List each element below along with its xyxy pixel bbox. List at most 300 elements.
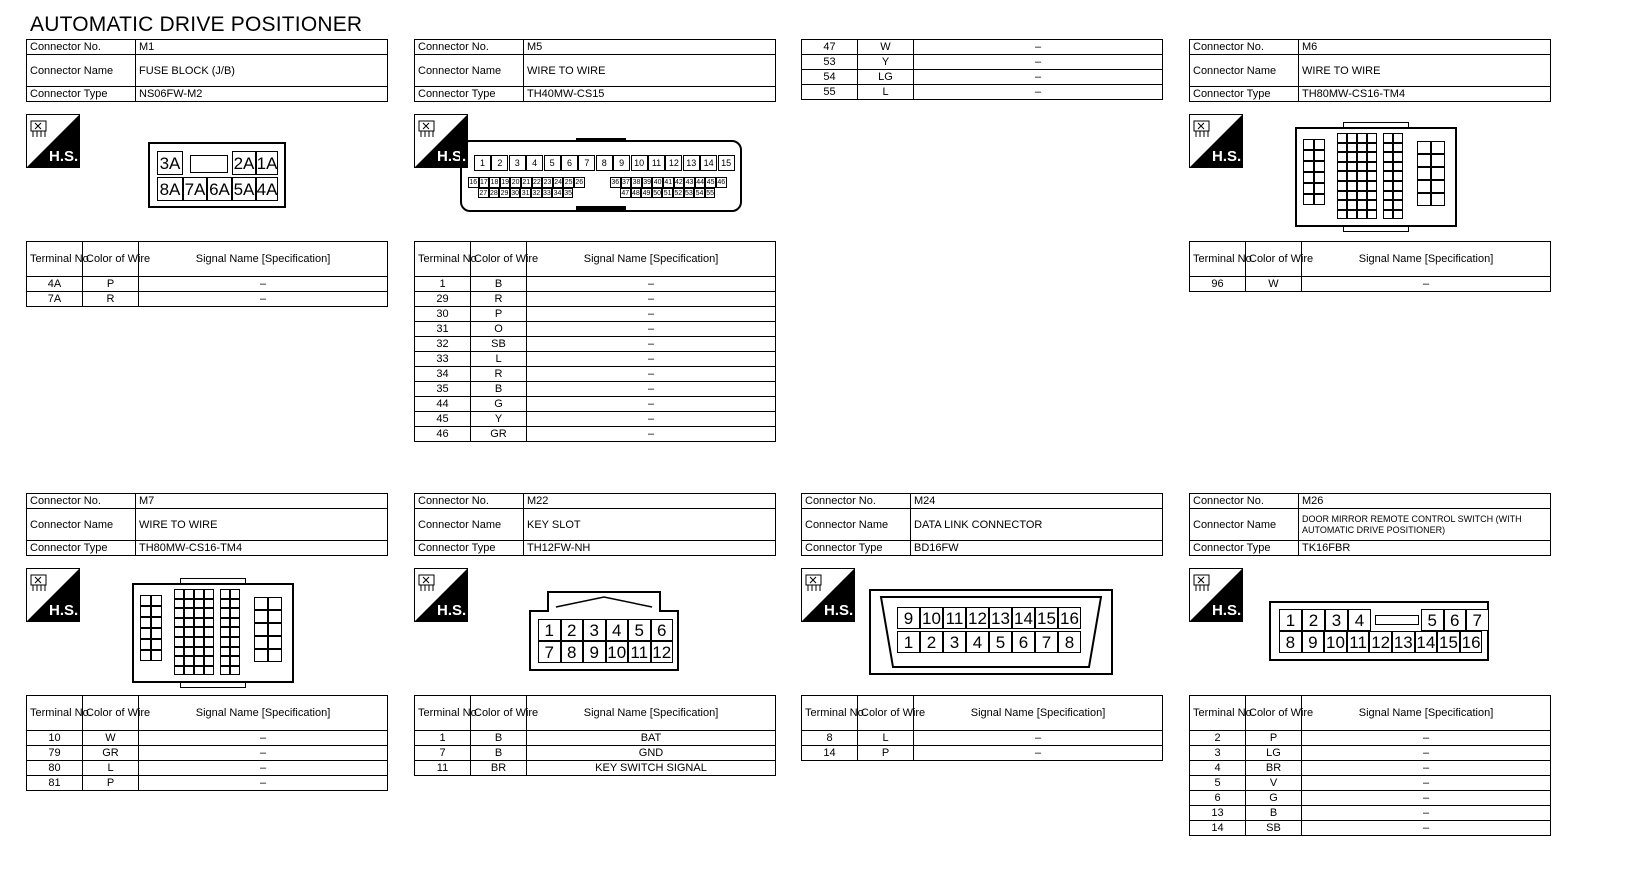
pin-cell: 5 xyxy=(544,155,561,171)
connector-type-value: TH12FW-NH xyxy=(524,541,776,556)
terminal-no-cell: 80 xyxy=(27,761,83,776)
color-of-wire-header: Color of Wire xyxy=(83,242,139,277)
connector-m22-face xyxy=(528,591,680,671)
wire-color-cell: R xyxy=(471,367,527,382)
wire-color-cell: L xyxy=(858,731,914,746)
wire-color-cell: BR xyxy=(471,761,527,776)
pin-cell xyxy=(1303,194,1314,205)
signal-name-cell: – xyxy=(139,746,388,761)
pin-cell: 16 xyxy=(1461,632,1481,652)
pin-cell xyxy=(204,637,214,647)
connector-type-value: BD16FW xyxy=(911,541,1163,556)
pin-cell: 39 xyxy=(643,179,651,186)
pin-cell: 26 xyxy=(575,179,584,186)
wire-color-cell: O xyxy=(471,322,527,337)
pin-cell xyxy=(230,608,240,618)
signal-name-cell: – xyxy=(1302,277,1551,292)
pin-cell xyxy=(140,639,151,650)
connector-m1-header xyxy=(26,39,388,102)
pin-cell xyxy=(151,617,162,628)
pin-cell: 9 xyxy=(897,607,920,629)
pin-cell: 7 xyxy=(578,155,595,171)
connector-name-label: Connector Name xyxy=(802,509,911,541)
pin-cell xyxy=(1357,200,1367,210)
pin-cell xyxy=(1367,181,1377,191)
connector-name-value: WIRE TO WIRE xyxy=(1299,55,1551,87)
wire-color-cell: GR xyxy=(83,746,139,761)
pin-cell xyxy=(220,599,230,609)
pin-cell: 7 xyxy=(538,641,561,663)
pin-cell: 28 xyxy=(489,189,498,197)
pin-cell xyxy=(174,608,184,618)
color-of-wire-header: Color of Wire xyxy=(471,242,527,277)
pin-cell: 11 xyxy=(943,607,966,629)
pin-cell xyxy=(1347,200,1357,210)
wire-color-cell: W xyxy=(83,731,139,746)
latch-bar xyxy=(576,206,626,210)
pin-cell xyxy=(1357,181,1367,191)
pin-cell xyxy=(230,589,240,599)
connector-name-label: Connector Name xyxy=(27,55,136,87)
pin-cell xyxy=(1383,210,1393,220)
table-row xyxy=(802,731,1163,746)
terminal-table-m22 xyxy=(414,695,776,776)
pin-cell xyxy=(1367,200,1377,210)
pin-cell: 10 xyxy=(607,642,627,662)
terminal-no-cell: 55 xyxy=(802,85,858,100)
signal-name-cell: – xyxy=(527,277,776,292)
terminal-no-cell: 54 xyxy=(802,70,858,85)
wire-color-cell: R xyxy=(83,292,139,307)
pin-cell xyxy=(174,666,184,676)
pin-cell: 7A xyxy=(183,177,207,201)
pin-cell xyxy=(1314,150,1325,161)
terminal-no-cell: 13 xyxy=(1190,806,1246,821)
pin-cell: 5 xyxy=(628,619,651,641)
hs-icon xyxy=(414,568,468,622)
connector-no-value: M22 xyxy=(524,494,776,509)
terminal-no-cell: 14 xyxy=(802,746,858,761)
pin-cell xyxy=(1357,210,1367,220)
pin-cell: 8 xyxy=(561,641,584,663)
connector-type-value: TH40MW-CS15 xyxy=(524,87,776,102)
pin-cell xyxy=(1393,200,1403,210)
table-row xyxy=(1190,776,1551,791)
pin-cell: 35 xyxy=(564,189,572,197)
pin-cell xyxy=(1431,141,1445,154)
pin-cell: 48 xyxy=(631,189,640,197)
pin-cell xyxy=(140,595,151,606)
pin-cell: 7 xyxy=(1466,609,1489,631)
connector-type-label: Connector Type xyxy=(27,87,136,102)
signal-name-cell: – xyxy=(527,382,776,397)
table-row xyxy=(1190,821,1551,836)
pin-cell: 3 xyxy=(943,631,966,653)
pin-cell xyxy=(1393,210,1403,220)
pin-cell: 2 xyxy=(920,631,943,653)
color-of-wire-header: Color of Wire xyxy=(83,696,139,731)
wire-color-cell: B xyxy=(471,746,527,761)
pin-cell xyxy=(194,656,204,666)
table-row xyxy=(802,85,1163,100)
terminal-no-cell: 47 xyxy=(802,40,858,55)
pin-cell xyxy=(1314,172,1325,183)
terminal-table-m5-continued xyxy=(801,39,1163,100)
pin-cell: 11 xyxy=(1347,631,1370,653)
pin-cell xyxy=(1417,167,1431,180)
signal-name-cell: – xyxy=(914,40,1163,55)
pin-cell xyxy=(1337,200,1347,210)
pin-cell: 33 xyxy=(542,189,551,197)
pin-cell xyxy=(151,639,162,650)
signal-name-cell: – xyxy=(527,367,776,382)
connector-m24-header xyxy=(801,493,1163,556)
pin-cell xyxy=(1314,194,1325,205)
connector-type-value: TH80MW-CS16-TM4 xyxy=(136,541,388,556)
pin-cell xyxy=(140,628,151,639)
signal-name-cell: – xyxy=(527,307,776,322)
pin-cell xyxy=(230,618,240,628)
terminal-no-cell: 7 xyxy=(415,746,471,761)
pin-cell: 4 xyxy=(1348,609,1371,631)
connector-name-label: Connector Name xyxy=(1190,55,1299,87)
pin-cell xyxy=(220,637,230,647)
pin-cell: 9 xyxy=(583,641,606,663)
table-row xyxy=(1190,731,1551,746)
pin-cell xyxy=(151,606,162,617)
connector-type-label: Connector Type xyxy=(27,541,136,556)
pin-cell xyxy=(230,627,240,637)
signal-name-cell: – xyxy=(527,352,776,367)
table-row xyxy=(415,292,776,307)
pin-cell: 38 xyxy=(632,179,641,186)
table-row xyxy=(415,731,776,746)
pin-cell xyxy=(268,649,282,662)
pin-cell xyxy=(194,627,204,637)
terminal-table-m6 xyxy=(1189,241,1551,292)
connector-type-label: Connector Type xyxy=(1190,87,1299,102)
pin-cell: 13 xyxy=(683,155,700,171)
pin-cell xyxy=(1383,171,1393,181)
wire-color-cell: L xyxy=(858,85,914,100)
pin-cell: 19 xyxy=(501,179,509,186)
signal-name-cell: – xyxy=(139,731,388,746)
pin-cell xyxy=(1431,193,1445,206)
pin-cell xyxy=(1337,143,1347,153)
latch-tab xyxy=(180,578,246,583)
connector-no-value: M1 xyxy=(136,40,388,55)
terminal-no-cell: 35 xyxy=(415,382,471,397)
pin-cell xyxy=(204,589,214,599)
pin-cell xyxy=(1337,152,1347,162)
hs-icon xyxy=(1189,568,1243,622)
terminal-no-cell: 96 xyxy=(1190,277,1246,292)
pin-cell: 1 xyxy=(538,619,561,641)
pin-cell xyxy=(1337,162,1347,172)
pin-cell: 54 xyxy=(695,189,704,197)
wire-color-cell: G xyxy=(1246,791,1302,806)
pin-cell xyxy=(1383,191,1393,201)
terminal-no-cell: 6 xyxy=(1190,791,1246,806)
pin-cell: 52 xyxy=(674,189,683,197)
signal-name-cell: BAT xyxy=(527,731,776,746)
signal-name-cell: – xyxy=(914,731,1163,746)
pin-cell xyxy=(1314,161,1325,172)
connector-m1 xyxy=(26,39,388,305)
pin-cell: 1A xyxy=(256,151,278,175)
pin-cell xyxy=(194,608,204,618)
pin-cell xyxy=(1383,162,1393,172)
pin-cell xyxy=(220,627,230,637)
pin-cell: 8 xyxy=(1279,631,1302,653)
pin-cell xyxy=(184,599,194,609)
connector-m26-face xyxy=(1269,601,1489,661)
pin-cell xyxy=(254,610,268,623)
connector-m5-continued xyxy=(801,39,1163,100)
connector-no-value: M24 xyxy=(911,494,1163,509)
table-row xyxy=(415,337,776,352)
pin-cell xyxy=(1357,143,1367,153)
wire-color-cell: SB xyxy=(1246,821,1302,836)
pin-cell xyxy=(1303,183,1314,194)
signal-name-cell: – xyxy=(1302,776,1551,791)
pin-cell xyxy=(1417,141,1431,154)
terminal-no-cell: 1 xyxy=(415,731,471,746)
connector-no-label: Connector No. xyxy=(27,494,136,509)
pin-cell xyxy=(1314,183,1325,194)
pin-cell: 14 xyxy=(700,155,717,171)
pin-cell: 6 xyxy=(1444,609,1467,631)
signal-name-cell: – xyxy=(914,55,1163,70)
terminal-no-cell: 14 xyxy=(1190,821,1246,836)
terminal-no-cell: 2 xyxy=(1190,731,1246,746)
pin-cell: 47 xyxy=(621,189,630,197)
connector-name-value: KEY SLOT xyxy=(524,509,776,541)
signal-name-header: Signal Name [Specification] xyxy=(527,242,776,277)
pin-cell xyxy=(1337,181,1347,191)
signal-name-cell: – xyxy=(139,277,388,292)
signal-name-cell: – xyxy=(914,746,1163,761)
pin-cell xyxy=(230,599,240,609)
hs-label: H.S. xyxy=(1212,148,1242,165)
pin-cell: 12 xyxy=(1371,632,1391,652)
terminal-no-cell: 46 xyxy=(415,427,471,442)
pin-cell xyxy=(184,608,194,618)
hs-label: H.S. xyxy=(1212,602,1242,619)
pin-cell xyxy=(1393,143,1403,153)
terminal-no-cell: 5 xyxy=(1190,776,1246,791)
table-row xyxy=(415,382,776,397)
connector-m22-header xyxy=(414,493,776,556)
pin-cell xyxy=(1417,180,1431,193)
table-row xyxy=(415,307,776,322)
pin-cell xyxy=(204,608,214,618)
terminal-no-cell: 4A xyxy=(27,277,83,292)
pin-cell xyxy=(184,656,194,666)
pin-cell xyxy=(254,623,268,636)
pin-cell: 49 xyxy=(642,189,651,197)
connector-m24 xyxy=(801,493,1163,759)
pin-cell xyxy=(1357,191,1367,201)
signal-name-cell: – xyxy=(1302,791,1551,806)
pin-cell xyxy=(254,649,268,662)
pin-cell xyxy=(230,666,240,676)
terminal-no-header: Terminal No. xyxy=(1190,696,1246,731)
pin-cell xyxy=(204,627,214,637)
pin-cell: 13 xyxy=(989,607,1012,629)
terminal-no-header: Terminal No. xyxy=(415,242,471,277)
table-row xyxy=(415,277,776,292)
pin-cell xyxy=(174,618,184,628)
connector-m7-face xyxy=(132,583,294,683)
latch-tab xyxy=(180,683,246,688)
pin-cell: 3 xyxy=(1325,609,1348,631)
signal-name-cell: – xyxy=(914,85,1163,100)
pin-cell: 43 xyxy=(685,179,694,186)
pin-cell: 53 xyxy=(684,189,693,197)
pin-cell xyxy=(184,589,194,599)
pin-cell xyxy=(1347,152,1357,162)
hs-label: H.S. xyxy=(49,602,79,619)
signal-name-cell: GND xyxy=(527,746,776,761)
table-row xyxy=(802,746,1163,761)
wire-color-cell: W xyxy=(1246,277,1302,292)
terminal-no-header: Terminal No. xyxy=(1190,242,1246,277)
pin-cell: 2A xyxy=(232,151,256,175)
pin-cell: 21 xyxy=(522,179,531,186)
connector-type-label: Connector Type xyxy=(415,87,524,102)
pin-cell xyxy=(1347,162,1357,172)
wire-color-cell: P xyxy=(83,776,139,791)
signal-name-header: Signal Name [Specification] xyxy=(139,696,388,731)
signal-name-cell: – xyxy=(527,292,776,307)
pin-cell: 10 xyxy=(920,607,943,629)
terminal-no-cell: 30 xyxy=(415,307,471,322)
connector-type-value: TK16FBR xyxy=(1299,541,1551,556)
pin-cell xyxy=(1431,180,1445,193)
pin-cell xyxy=(204,666,214,676)
connector-name-label: Connector Name xyxy=(415,509,524,541)
pin-cell: 3 xyxy=(509,155,526,171)
pin-cell xyxy=(204,647,214,657)
connector-type-value: TH80MW-CS16-TM4 xyxy=(1299,87,1551,102)
pin-cell xyxy=(174,656,184,666)
terminal-no-cell: 34 xyxy=(415,367,471,382)
pin-cell: 14 xyxy=(1012,607,1035,629)
wire-color-cell: B xyxy=(471,382,527,397)
pin-cell: 8 xyxy=(596,155,613,171)
pin-cell: 45 xyxy=(706,179,715,186)
pin-cell xyxy=(1314,139,1325,150)
pin-cell: 12 xyxy=(966,607,989,629)
pin-cell xyxy=(140,606,151,617)
pin-cell xyxy=(1303,150,1314,161)
connector-name-label: Connector Name xyxy=(1190,509,1299,541)
terminal-no-header: Terminal No. xyxy=(27,696,83,731)
pin-cell xyxy=(151,595,162,606)
pin-cell: 1 xyxy=(474,155,491,171)
pin-cell xyxy=(1347,181,1357,191)
table-row xyxy=(415,397,776,412)
latch-tab xyxy=(1343,227,1409,232)
table-row xyxy=(415,427,776,442)
connector-m6 xyxy=(1189,39,1551,290)
connector-name-value: DATA LINK CONNECTOR xyxy=(911,509,1163,541)
pin-cell: 11 xyxy=(628,641,651,663)
wire-color-cell: P xyxy=(858,746,914,761)
pin-cell: 1 xyxy=(1279,609,1302,631)
pin-cell: 41 xyxy=(664,179,673,186)
pin-cell: 34 xyxy=(553,189,562,197)
table-row xyxy=(415,412,776,427)
pin-cell xyxy=(151,628,162,639)
pin-cell: 50 xyxy=(653,189,661,197)
connector-m1-face xyxy=(148,142,286,208)
latch-slot xyxy=(190,155,228,173)
pin-cell: 15 xyxy=(718,155,735,171)
pin-cell xyxy=(1431,154,1445,167)
pin-cell xyxy=(1367,133,1377,143)
pin-cell xyxy=(1367,171,1377,181)
signal-name-cell: – xyxy=(527,337,776,352)
connector-no-value: M6 xyxy=(1299,40,1551,55)
pin-cell xyxy=(1383,143,1393,153)
pin-cell xyxy=(1357,152,1367,162)
connector-m26 xyxy=(1189,493,1551,834)
pin-cell xyxy=(268,623,282,636)
pin-cell xyxy=(151,650,162,661)
pin-cell xyxy=(194,618,204,628)
pin-cell xyxy=(230,656,240,666)
pin-cell xyxy=(220,666,230,676)
signal-name-header: Signal Name [Specification] xyxy=(1302,242,1551,277)
connector-no-value: M5 xyxy=(524,40,776,55)
pin-cell xyxy=(1417,154,1431,167)
pin-cell: 1 xyxy=(897,631,920,653)
pin-cell xyxy=(1357,133,1367,143)
pin-cell xyxy=(1393,191,1403,201)
pin-cell: 40 xyxy=(653,179,662,186)
terminal-no-cell: 53 xyxy=(802,55,858,70)
wire-color-cell: P xyxy=(471,307,527,322)
connector-name-value: WIRE TO WIRE xyxy=(524,55,776,87)
wire-color-cell: GR xyxy=(471,427,527,442)
pin-cell xyxy=(1337,210,1347,220)
pin-cell xyxy=(1347,171,1357,181)
connector-m7 xyxy=(26,493,388,789)
pin-cell: 9 xyxy=(1302,631,1325,653)
signal-name-cell: – xyxy=(1302,731,1551,746)
pin-cell xyxy=(254,636,268,649)
pin-cell: 16 xyxy=(469,179,478,186)
latch-tab xyxy=(1343,122,1409,127)
pin-cell xyxy=(204,618,214,628)
connector-no-label: Connector No. xyxy=(415,40,524,55)
pin-cell: 30 xyxy=(511,189,519,197)
signal-name-cell: – xyxy=(1302,746,1551,761)
connector-type-label: Connector Type xyxy=(802,541,911,556)
wire-color-cell: W xyxy=(858,40,914,55)
terminal-no-cell: 11 xyxy=(415,761,471,776)
wire-color-cell: BR xyxy=(1246,761,1302,776)
signal-name-header: Signal Name [Specification] xyxy=(139,242,388,277)
pin-cell: 8 xyxy=(1058,631,1081,653)
pin-cell: 6 xyxy=(651,619,674,641)
pin-cell: 15 xyxy=(1439,632,1458,652)
hs-label: H.S. xyxy=(437,148,467,165)
pin-cell xyxy=(1347,191,1357,201)
terminal-no-cell: 44 xyxy=(415,397,471,412)
